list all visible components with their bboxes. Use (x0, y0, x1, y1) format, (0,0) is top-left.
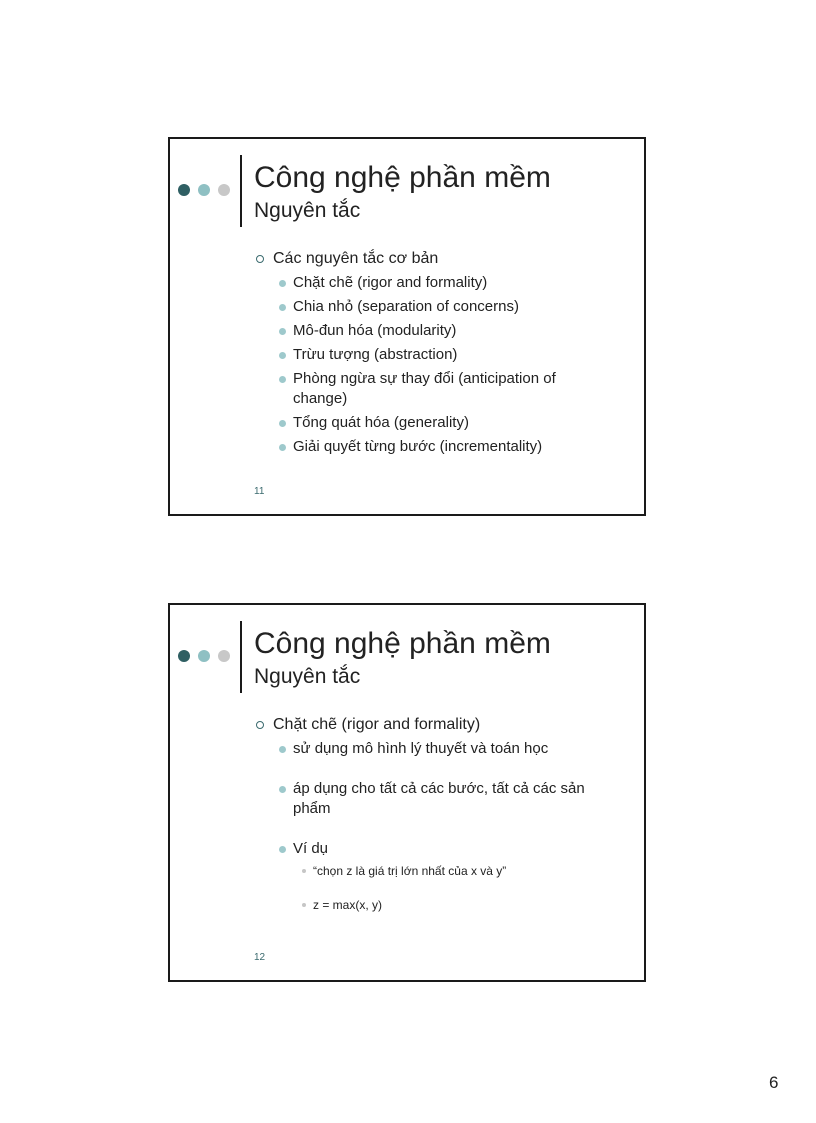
slide-subtitle: Nguyên tắc (254, 665, 361, 688)
bullet-heading-text: Các nguyên tắc cơ bản (273, 250, 439, 267)
bullet-heading (256, 715, 636, 735)
list-item-text: Trừu tượng (abstraction) (293, 346, 458, 363)
dot-icon (178, 650, 190, 662)
bullet-heading-text: Chặt chẽ (rigor and formality) (273, 716, 481, 733)
dot-bullet-icon (279, 786, 286, 793)
slide-title: Công nghệ phần mềm (254, 627, 551, 660)
list-item-text: Chặt chẽ (rigor and formality) (293, 274, 488, 291)
slide-subtitle: Nguyên tắc (254, 199, 361, 222)
sub-list-item (256, 863, 636, 879)
title-divider (240, 155, 242, 227)
list-item (256, 273, 636, 293)
dot-bullet-icon (279, 746, 286, 753)
ring-bullet-icon (256, 721, 264, 729)
dot-icon (198, 184, 210, 196)
dot-icon (218, 184, 230, 196)
sub-list-item-text: “chọn z là giá trị lớn nhất của x và y” (313, 864, 507, 878)
slide-body (256, 715, 636, 917)
list-item-text: áp dụng cho tất cả các bước, tất cả các sản phẩm (293, 780, 585, 817)
dot-bullet-icon (279, 420, 286, 427)
list-item-text: Tổng quát hóa (generality) (293, 414, 469, 431)
list-item-text: Phòng ngừa sự thay đổi (anticipation of change) (293, 370, 556, 407)
list-item (256, 779, 623, 819)
ring-bullet-icon (256, 255, 264, 263)
list-item-text: sử dụng mô hình lý thuyết và toán học (293, 740, 549, 757)
dot-bullet-icon (279, 376, 286, 383)
slide-number: 11 (254, 486, 265, 497)
sub-list-item (256, 897, 636, 913)
list-item (256, 839, 636, 859)
slide-11 (168, 137, 646, 516)
list-item-text: Giải quyết từng bước (incrementality) (293, 438, 543, 455)
dot-bullet-icon (279, 352, 286, 359)
slide-number: 12 (254, 952, 266, 963)
dot-bullet-icon (279, 444, 286, 451)
slide-body (256, 249, 636, 461)
dot-icon (198, 650, 210, 662)
slide-12 (168, 603, 646, 982)
title-divider (240, 621, 242, 693)
dot-bullet-icon (279, 304, 286, 311)
dot-bullet-icon (279, 328, 286, 335)
page-number: 6 (769, 1073, 779, 1092)
dot-icon (218, 650, 230, 662)
small-dot-bullet-icon (302, 903, 306, 907)
sub-list-item-text: z = max(x, y) (313, 898, 383, 912)
list-item-text: Ví dụ (293, 840, 329, 857)
list-item (256, 297, 636, 317)
dot-icon (178, 184, 190, 196)
small-dot-bullet-icon (302, 869, 306, 873)
dot-bullet-icon (279, 846, 286, 853)
list-item (256, 321, 636, 341)
list-item (256, 413, 636, 433)
slide-title: Công nghệ phần mềm (254, 161, 551, 194)
dot-bullet-icon (279, 280, 286, 287)
bullet-heading (256, 249, 636, 269)
list-item-text: Chia nhỏ (separation of concerns) (293, 298, 519, 315)
list-item (256, 345, 636, 365)
list-item (256, 437, 636, 457)
list-item (256, 369, 593, 409)
list-item (256, 739, 636, 759)
list-item-text: Mô-đun hóa (modularity) (293, 322, 457, 339)
